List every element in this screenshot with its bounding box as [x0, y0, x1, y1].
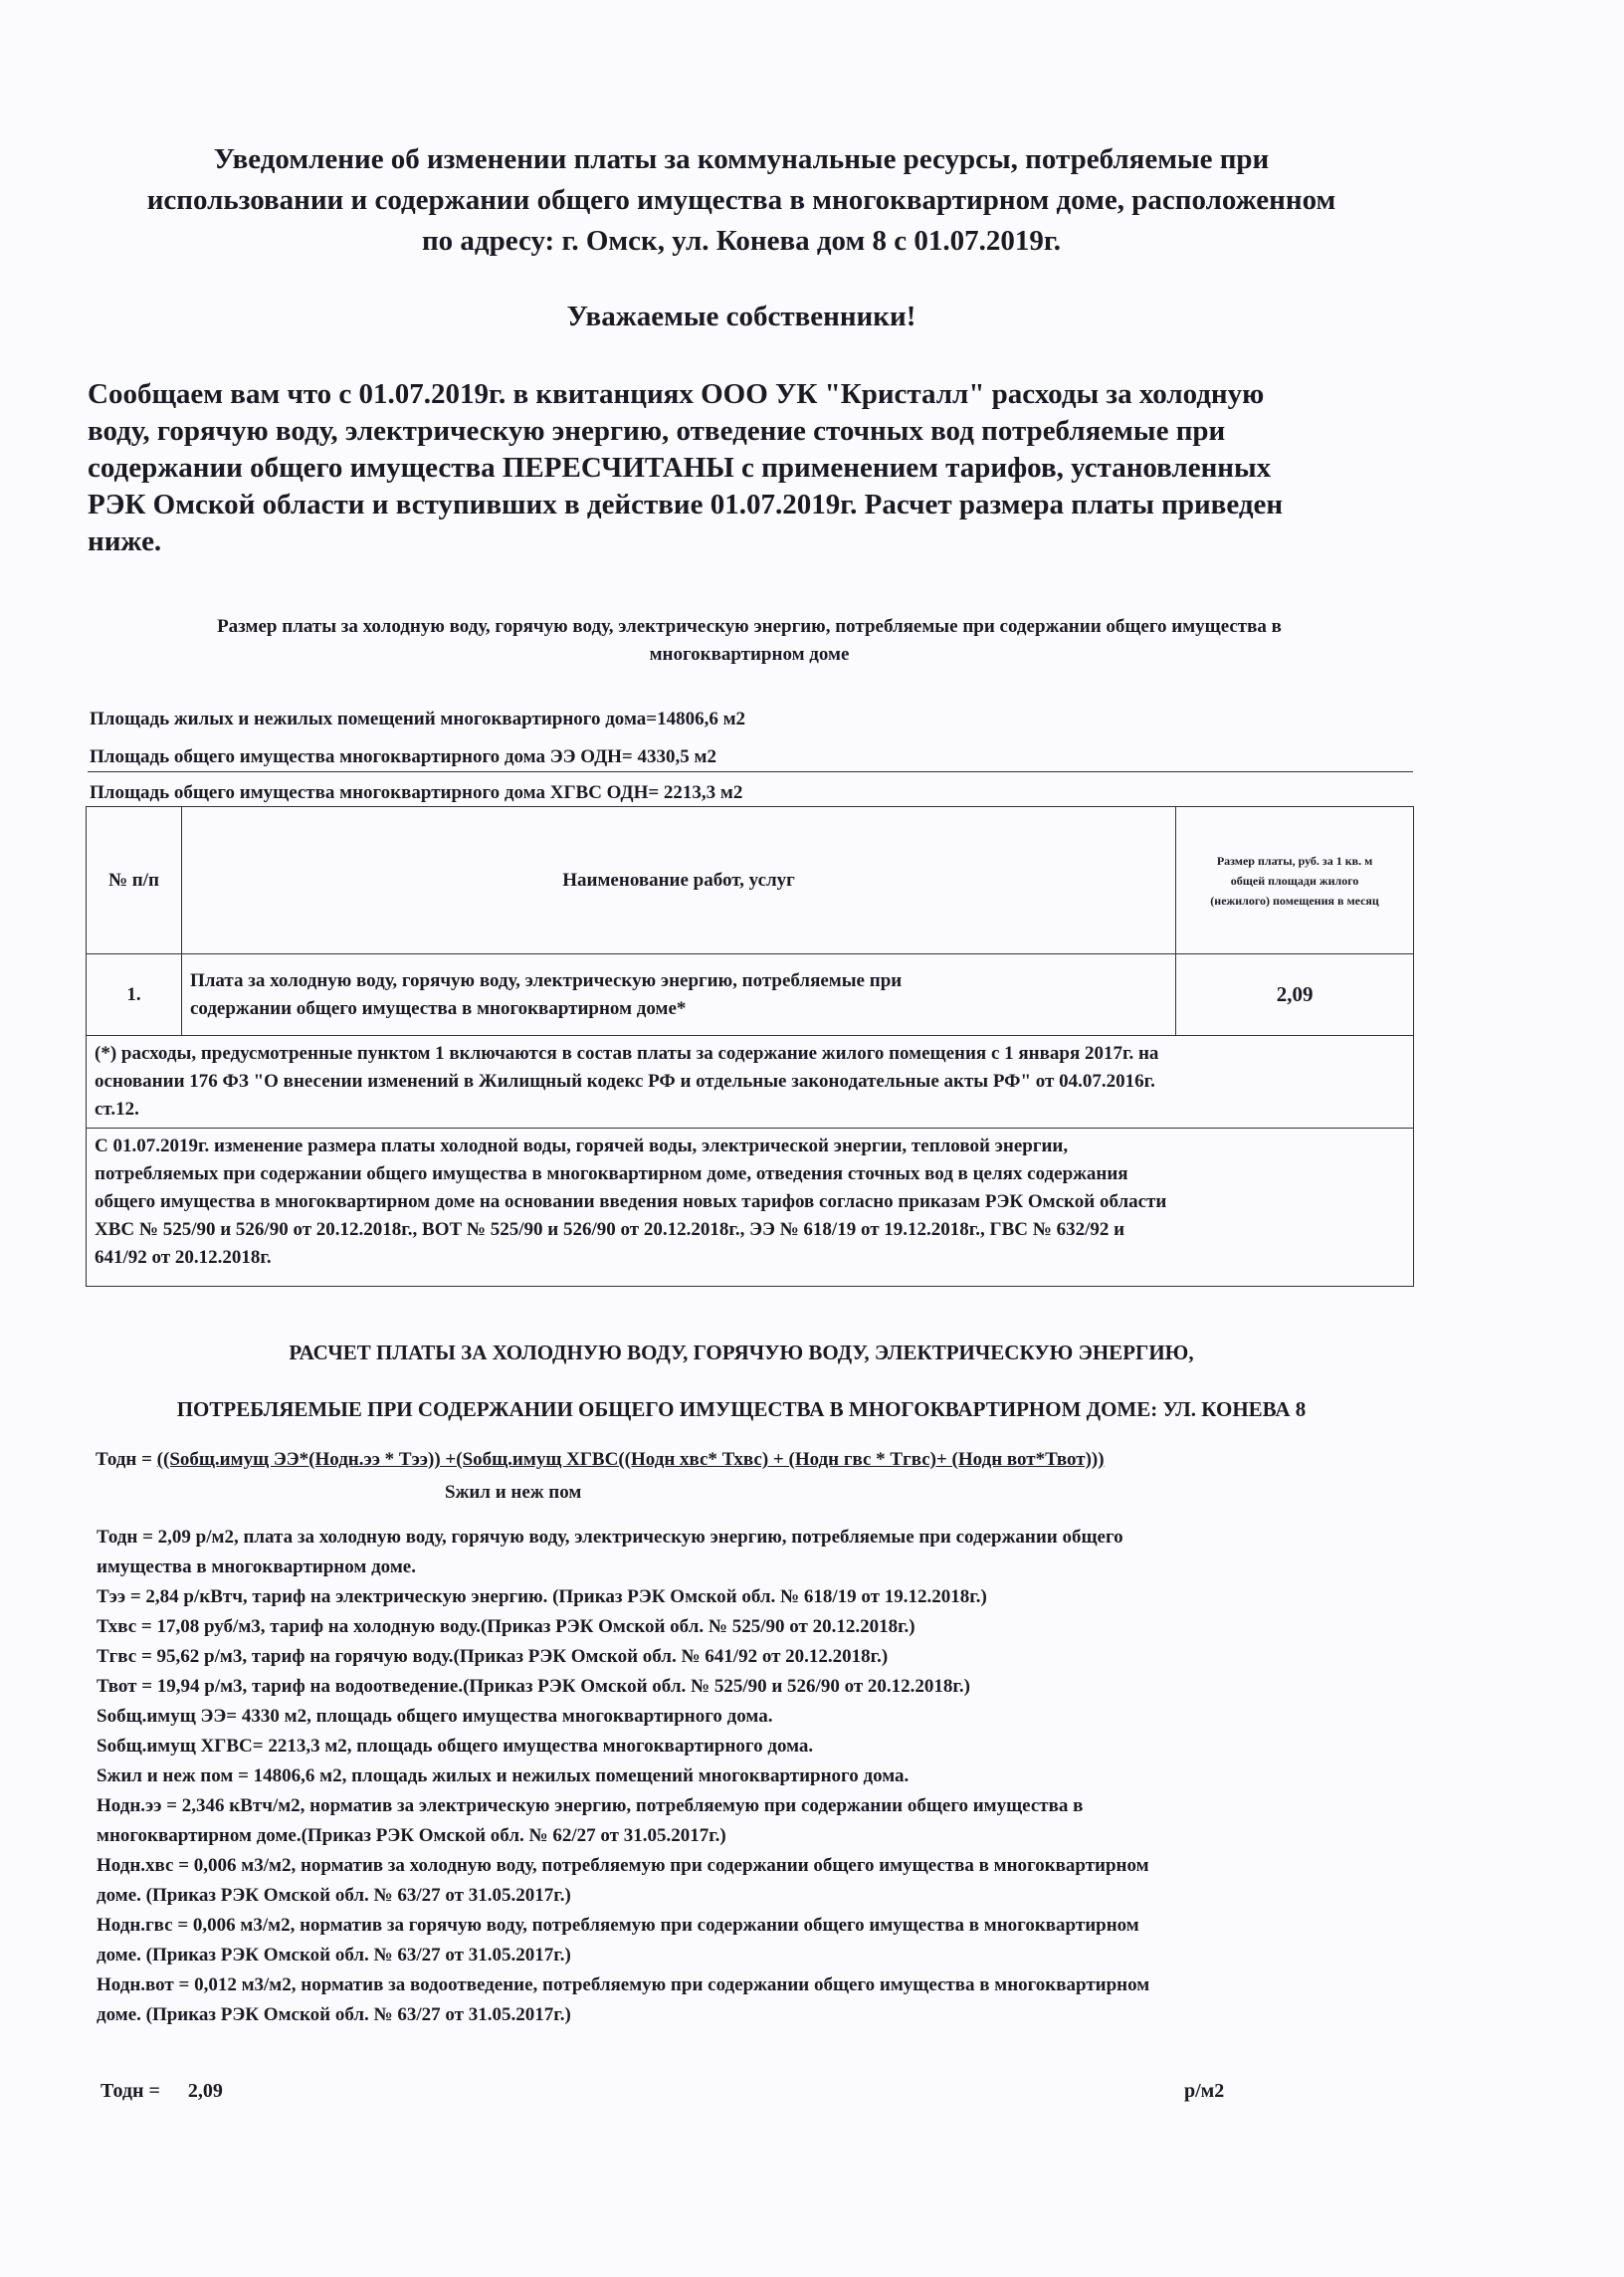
definition-line: доме. (Приказ РЭК Омской обл. № 63/27 от 31.05.2017г.)	[97, 1945, 571, 1966]
header-rate: Размер платы, руб. за 1 кв. м общей площади жилого (нежилого) помещения в месяц	[1176, 807, 1414, 954]
calc-heading-2: ПОТРЕБЛЯЕМЫЕ ПРИ СОДЕРЖАНИИ ОБЩЕГО ИМУЩЕСТВА В МНОГОКВАРТИРНОМ ДОМЕ: УЛ. КОНЕВА 8	[176, 1397, 1307, 1421]
result-value: 2,09	[187, 2080, 223, 2102]
definition-line: Тгвс = 95,62 р/м3, тариф на горячую воду.(Приказ РЭК Омской обл. № 641/92 от 20.12.2018г.)	[97, 1646, 889, 1667]
definition-line: Нодн.вот = 0,012 м3/м2, норматив за водоотведение, потребляемую при содержании общего имущества в многоквартирном	[97, 1974, 1150, 1995]
definition-line: Тээ = 2,84 р/кВтч, тариф на электрическую энергию. (Приказ РЭК Омской обл. № 618/19 от 19.12.2018г.)	[97, 1586, 987, 1607]
area-ee: Площадь общего имущества многоквартирного дома ЭЭ ОДН= 4330,5 м2	[90, 746, 716, 767]
table-note-row	[87, 1036, 1414, 1129]
greeting: Уважаемые собственники!	[566, 301, 916, 332]
table-header-row	[87, 807, 1414, 954]
formula	[96, 1449, 1105, 1471]
result-unit: р/м2	[1184, 2080, 1225, 2102]
table-subheading: Размер платы за холодную воду, горячую воду, электрическую энергию, потребляемые при содержании общего имущества в многоквартирном доме	[217, 616, 1282, 665]
result-line	[101, 2080, 223, 2103]
definition-line: Нодн.гвс = 0,006 м3/м2, норматив за горячую воду, потребляемую при содержании общего имущества в многоквартирном	[97, 1915, 1139, 1936]
definition-line: многоквартирном доме.(Приказ РЭК Омской обл. № 62/27 от 31.05.2017г.)	[97, 1825, 726, 1846]
area-hgvs: Площадь общего имущества многоквартирного дома ХГВС ОДН= 2213,3 м2	[90, 782, 743, 803]
header-service-name: Наименование работ, услуг	[181, 807, 1175, 954]
definition-line: Тодн = 2,09 р/м2, плата за холодную воду, горячую воду, электрическую энергию, потребляемые при содержании общего	[97, 1527, 1123, 1548]
payment-table	[86, 806, 1414, 1287]
definition-line: Тхвс = 17,08 руб/м3, тариф на холодную воду.(Приказ РЭК Омской обл. № 525/90 от 20.12.2018г.)	[97, 1616, 915, 1637]
definition-line: Нодн.ээ = 2,346 кВтч/м2, норматив за электрическую энергию, потребляемую при содержании общего имущества в	[97, 1795, 1084, 1816]
intro-paragraph: Сообщаем вам что с 01.07.2019г. в квитанциях ООО УК "Кристалл" расходы за холодную воду, горячую воду, электрическую энергию, отведение сточных вод потребляемые при содержании общего имущества ПЕРЕСЧИТАНЫ с применением тарифов, установленных РЭК Омской области и вступивших в действие 01.07.2019г. Расчет размера платы приведен ниже.	[88, 378, 1284, 557]
formula-numerator: ((Sобщ.имущ ЭЭ*(Нодн.ээ * Тээ)) +(Sобщ.имущ ХГВС((Нодн хвс* Тхвс) + (Нодн гвс * Тгвс)+ (Нодн вот*Твот)))	[156, 1449, 1105, 1470]
definition-line: доме. (Приказ РЭК Омской обл. № 63/27 от 31.05.2017г.)	[97, 1885, 571, 1906]
header-number: № п/п	[87, 807, 182, 954]
calc-heading-1: РАСЧЕТ ПЛАТЫ ЗА ХОЛОДНУЮ ВОДУ, ГОРЯЧУЮ ВОДУ, ЭЛЕКТРИЧЕСКУЮ ЭНЕРГИЮ,	[289, 1341, 1194, 1364]
definition-line: Sобщ.имущ ХГВС= 2213,3 м2, площадь общего имущества многоквартирного дома.	[97, 1736, 814, 1757]
definition-line: Нодн.хвс = 0,006 м3/м2, норматив за холодную воду, потребляемую при содержании общего имущества в многоквартирном	[97, 1855, 1149, 1876]
footnote-2: С 01.07.2019г. изменение размера платы холодной воды, горячей воды, электрической энергии, тепловой энергии, потребляемых при содержании общего имущества в многоквартирном доме, отведения сточных вод в целях содержания общего имущества в многоквартирном доме на основании введения новых тарифов согласно приказам РЭК Омской области ХВС № 525/90 и 526/90 от 20.12.2018г., ВОТ № 525/90 и 526/90 от 20.12.2018г., ЭЭ № 618/19 от 19.12.2018г., ГВС № 632/92 и 641/92 от 20.12.2018г.	[87, 1129, 1414, 1287]
row-service-name: Плата за холодную воду, горячую воду, электрическую энергию, потребляемые при содержании общего имущества в многоквартирном доме*	[181, 954, 1175, 1036]
formula-lhs: Тодн =	[96, 1449, 157, 1470]
table-note-row	[87, 1129, 1414, 1287]
result-label: Тодн =	[101, 2080, 160, 2102]
notice-title: Уведомление об изменении платы за коммунальные ресурсы, потребляемые при использовании и содержании общего имущества в многоквартирном доме, расположенном по адресу: г. Омск, ул. Конева дом 8 с 01.07.2019г.	[146, 143, 1336, 257]
definition-line: Твот = 19,94 р/м3, тариф на водоотведение.(Приказ РЭК Омской обл. № 525/90 и 526/90 от 20.12.2018г.)	[97, 1676, 970, 1697]
definition-line: доме. (Приказ РЭК Омской обл. № 63/27 от 31.05.2017г.)	[97, 2004, 571, 2025]
footnote-1: (*) расходы, предусмотренные пунктом 1 включаются в состав платы за содержание жилого помещения с 1 января 2017г. на основании 176 ФЗ "О внесении изменений в Жилищный кодекс РФ и отдельные законодательные акты РФ" от 04.07.2016г. ст.12.	[87, 1036, 1414, 1129]
definitions-list	[97, 1523, 1410, 2030]
divider-line	[88, 771, 1413, 772]
area-total: Площадь жилых и нежилых помещений многоквартирного дома=14806,6 м2	[90, 709, 746, 729]
row-number: 1.	[87, 954, 182, 1036]
definition-line: Sжил и неж пом = 14806,6 м2, площадь жилых и нежилых помещений многоквартирного дома.	[97, 1765, 910, 1786]
table-row	[87, 954, 1414, 1036]
definition-line: имущества в многоквартирном доме.	[97, 1556, 416, 1577]
formula-denominator: Sжил и неж пом	[445, 1482, 582, 1503]
definition-line: Sобщ.имущ ЭЭ= 4330 м2, площадь общего имущества многоквартирного дома.	[97, 1706, 773, 1727]
row-rate-value: 2,09	[1176, 954, 1414, 1036]
